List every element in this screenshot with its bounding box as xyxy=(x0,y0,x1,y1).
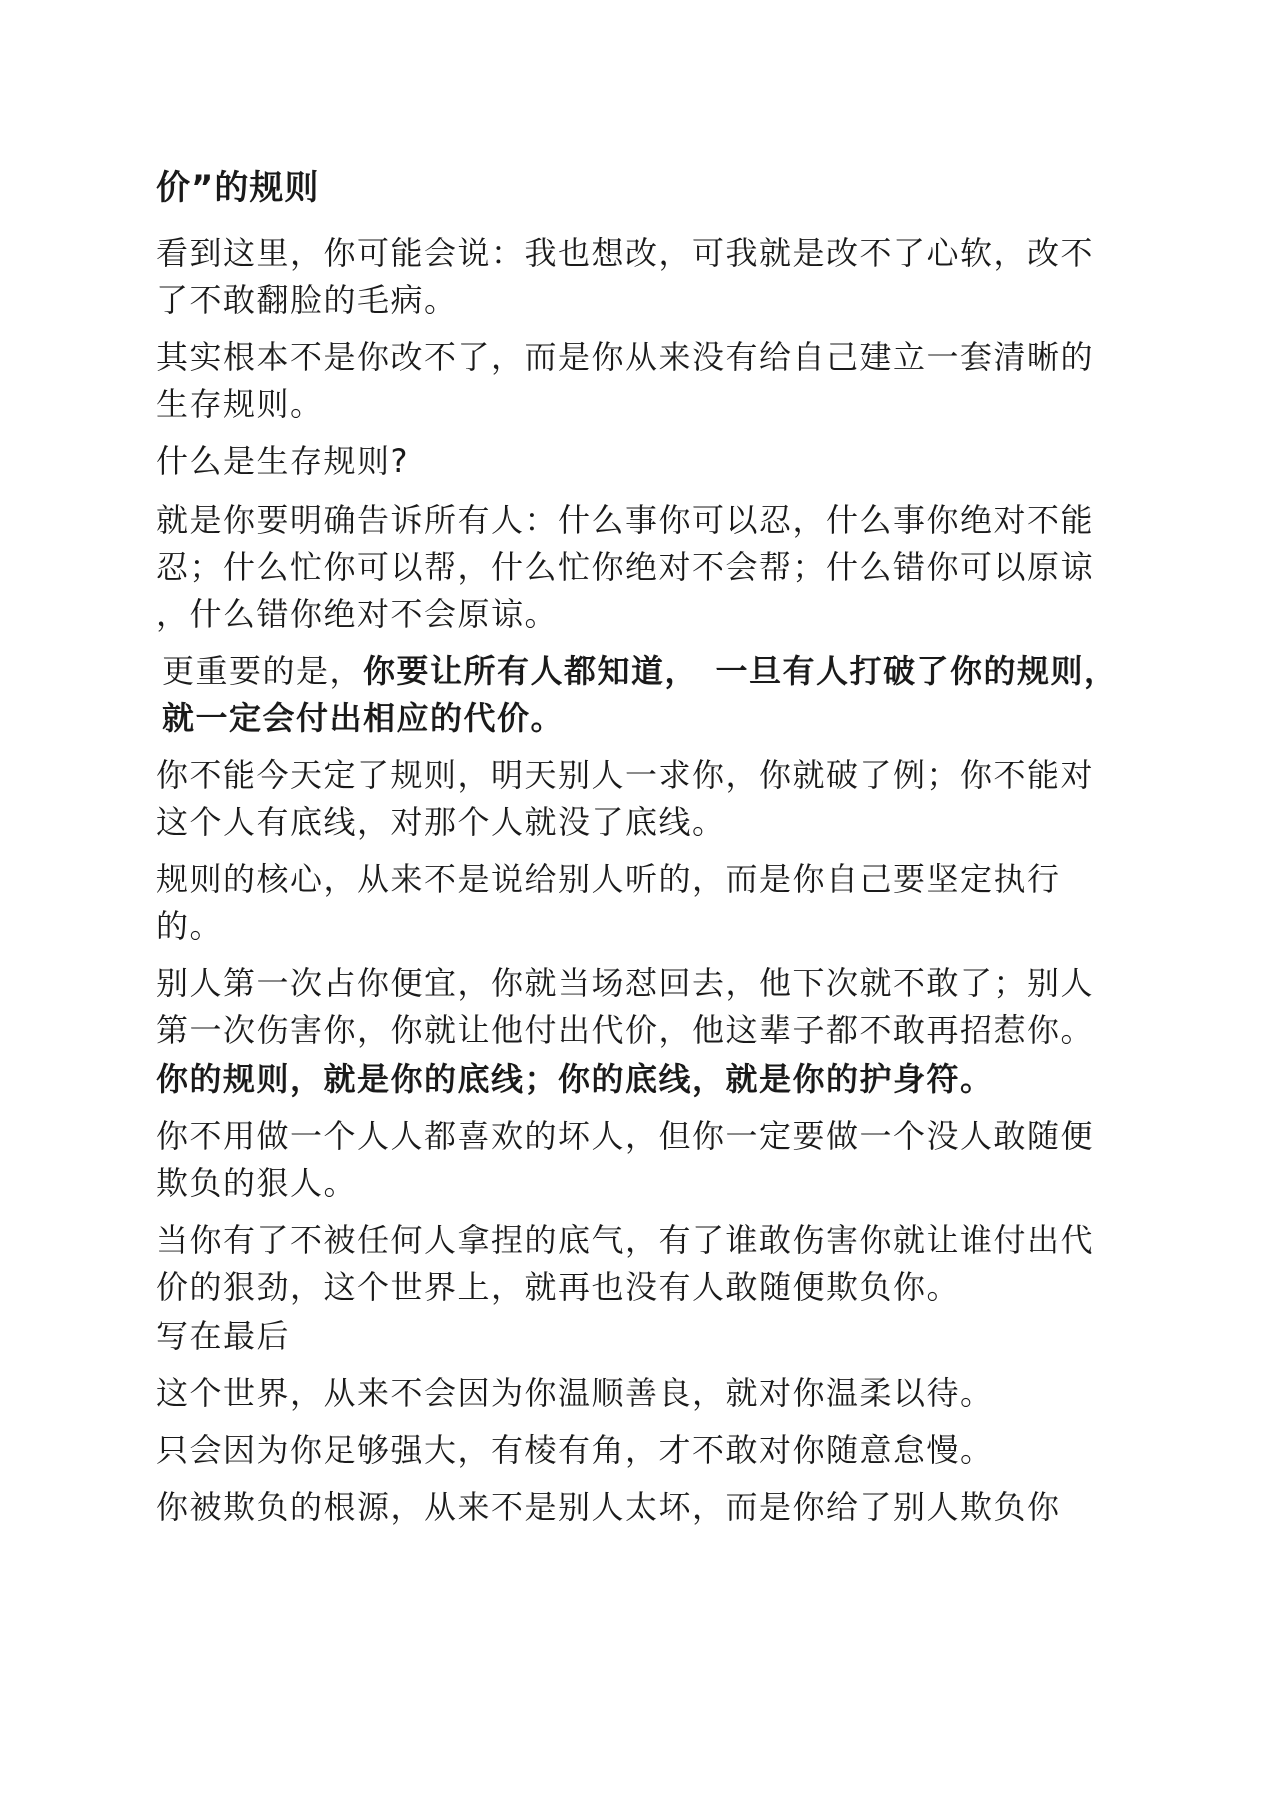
paragraph-normal-text: 更重要的是， xyxy=(162,652,364,690)
bold-line: 你的规则，就是你的底线；你的底线，就是你的护身符。 xyxy=(156,1060,994,1098)
subheading: 写在最后 xyxy=(156,1317,291,1355)
paragraph: 你被欺负的根源，从来不是别人太坏，而是你给了别人欺负你 xyxy=(156,1488,1061,1526)
paragraph-bold-text: 你要让所有人都知道， 一旦有人打破了你的规则，就一定会付出相应的代价。 xyxy=(162,652,1118,737)
paragraph: 当你有了不被任何人拿捏的底气，有了谁敢伤害你就让谁付出代价的狠劲，这个世界上，就再也没有人敢随便欺负你。 xyxy=(156,1221,1095,1306)
paragraph-emphasis xyxy=(156,648,1121,742)
paragraph: 你不能今天定了规则，明天别人一求你，你就破了例；你不能对这个人有底线，对那个人就没了底线。 xyxy=(156,756,1095,841)
paragraph: 看到这里，你可能会说：我也想改，可我就是改不了心软，改不了不敢翻脸的毛病。 xyxy=(156,234,1095,319)
paragraph: 其实根本不是你改不了，而是你从来没有给自己建立一套清晰的生存规则。 xyxy=(156,338,1095,423)
paragraph: 规则的核心，从来不是说给别人听的，而是你自己要坚定执行的。 xyxy=(156,860,1061,945)
paragraph: 这个世界，从来不会因为你温顺善良，就对你温柔以待。 xyxy=(156,1374,994,1412)
paragraph: 你不用做一个人人都喜欢的坏人，但你一定要做一个没人敢随便欺负的狠人。 xyxy=(156,1117,1095,1202)
paragraph: 别人第一次占你便宜，你就当场怼回去，他下次就不敢了；别人第一次伤害你，你就让他付出代价，他这辈子都不敢再招惹你。 xyxy=(156,964,1095,1049)
section-heading: 价”的规则 xyxy=(156,168,320,208)
document-page xyxy=(156,150,1121,1541)
paragraph: 就是你要明确告诉所有人：什么事你可以忍，什么事你绝对不能忍；什么忙你可以帮，什么忙你绝对不会帮；什么错你可以原谅 ，什么错你绝对不会原谅。 xyxy=(156,501,1095,633)
paragraph: 什么是生存规则? xyxy=(156,442,409,480)
paragraph: 只会因为你足够强大，有棱有角，才不敢对你随意怠慢。 xyxy=(156,1431,994,1469)
